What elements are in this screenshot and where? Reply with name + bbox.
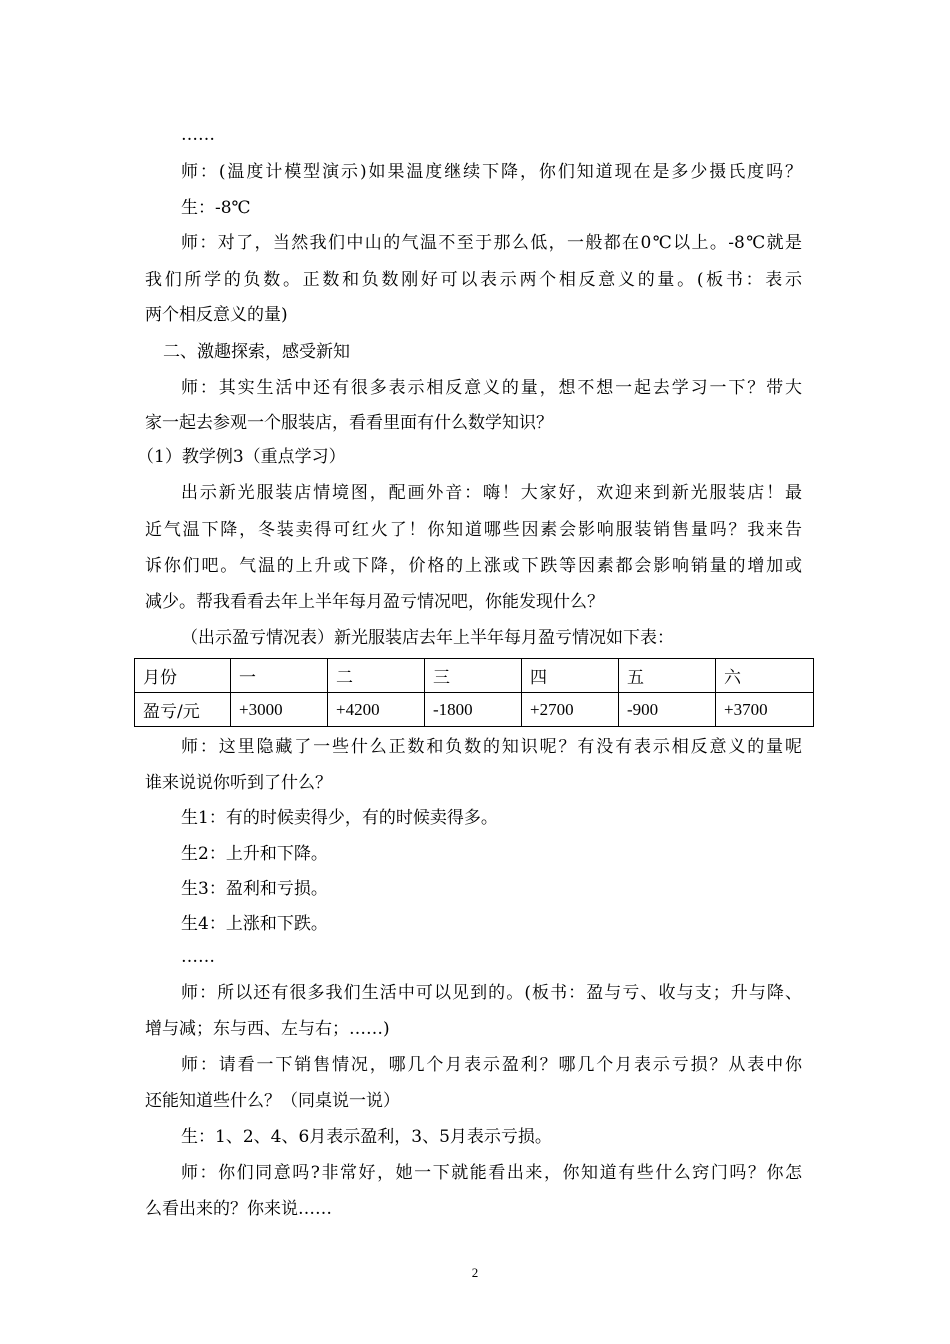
paragraph-line: 诉你们吧。气温的上升或下降，价格的上涨或下跌等因素都会影响销量的增加或 bbox=[145, 556, 802, 576]
table-cell: -900 bbox=[619, 693, 716, 727]
paragraph-line: 我们所学的负数。正数和负数刚好可以表示两个相反意义的量。(板书：表示 bbox=[145, 270, 802, 290]
paragraph-line: 师：所以还有很多我们生活中可以见到的。(板书：盈与亏、收与支；升与降、 bbox=[181, 983, 802, 1003]
paragraph-line: 师：请看一下销售情况，哪几个月表示盈利？哪几个月表示亏损？从表中你 bbox=[181, 1055, 802, 1075]
paragraph-line: 师：这里隐藏了一些什么正数和负数的知识呢？有没有表示相反意义的量呢 bbox=[181, 737, 802, 757]
paragraph-line: （出示盈亏情况表）新光服装店去年上半年每月盈亏情况如下表： bbox=[181, 628, 674, 648]
paragraph-line: 生2：上升和下降。 bbox=[181, 844, 328, 864]
paragraph-line: 师：对了，当然我们中山的气温不至于那么低，一般都在0℃以上。-8℃就是 bbox=[181, 233, 802, 253]
paragraph-line: 两个相反意义的量) bbox=[145, 305, 288, 325]
table-cell: +2700 bbox=[522, 693, 619, 727]
paragraph-line: 出示新光服装店情境图，配画外音：嗨！大家好，欢迎来到新光服装店！最 bbox=[181, 483, 802, 503]
table-cell: 盈亏/元 bbox=[135, 693, 231, 727]
table-cell: +3000 bbox=[231, 693, 328, 727]
table-cell: 月份 bbox=[135, 659, 231, 693]
section-heading: 二、激趣探索，感受新知 bbox=[163, 342, 350, 362]
paragraph-line: 么看出来的？你来说…… bbox=[145, 1199, 332, 1219]
table-cell: 二 bbox=[328, 659, 425, 693]
table-cell: 一 bbox=[231, 659, 328, 693]
paragraph-line: 家一起去参观一个服装店，看看里面有什么数学知识？ bbox=[145, 413, 553, 433]
table-cell: +4200 bbox=[328, 693, 425, 727]
table-row bbox=[135, 693, 814, 727]
table-cell: -1800 bbox=[425, 693, 522, 727]
paragraph-line: 生3：盈利和亏损。 bbox=[181, 879, 328, 899]
table-cell: 四 bbox=[522, 659, 619, 693]
table-cell: 三 bbox=[425, 659, 522, 693]
table-cell: 五 bbox=[619, 659, 716, 693]
paragraph-line: 生4：上涨和下跌。 bbox=[181, 914, 328, 934]
paragraph-line: 还能知道些什么？（同桌说一说） bbox=[145, 1091, 400, 1111]
paragraph-line: 增与减；东与西、左与右；……) bbox=[145, 1019, 390, 1039]
paragraph-line: 师：其实生活中还有很多表示相反意义的量，想不想一起去学习一下？带大 bbox=[181, 378, 802, 398]
paragraph-line: 生：-8℃ bbox=[181, 198, 251, 218]
paragraph-line: 师：(温度计模型演示)如果温度继续下降，你们知道现在是多少摄氏度吗？ bbox=[181, 162, 802, 182]
ellipsis-line: …… bbox=[181, 947, 215, 967]
paragraph-line: 生：1、2、4、6月表示盈利，3、5月表示亏损。 bbox=[181, 1127, 552, 1147]
paragraph-line: 近气温下降，冬装卖得可红火了！你知道哪些因素会影响服装销售量吗？我来告 bbox=[145, 520, 802, 540]
ellipsis-line: …… bbox=[181, 125, 215, 145]
subsection-heading: （1）教学例3（重点学习） bbox=[137, 447, 346, 467]
paragraph-line: 师：你们同意吗?非常好，她一下就能看出来，你知道有些什么窍门吗？你怎 bbox=[181, 1163, 802, 1183]
table-cell: 六 bbox=[716, 659, 814, 693]
paragraph-line: 减少。帮我看看去年上半年每月盈亏情况吧，你能发现什么？ bbox=[145, 592, 604, 612]
page-number: 2 bbox=[471, 1265, 479, 1280]
paragraph-line: 谁来说说你听到了什么？ bbox=[145, 773, 332, 793]
table-header-row bbox=[135, 659, 814, 693]
paragraph-line: 生1：有的时候卖得少，有的时候卖得多。 bbox=[181, 808, 498, 828]
table-cell: +3700 bbox=[716, 693, 814, 727]
profit-loss-table bbox=[134, 658, 814, 727]
